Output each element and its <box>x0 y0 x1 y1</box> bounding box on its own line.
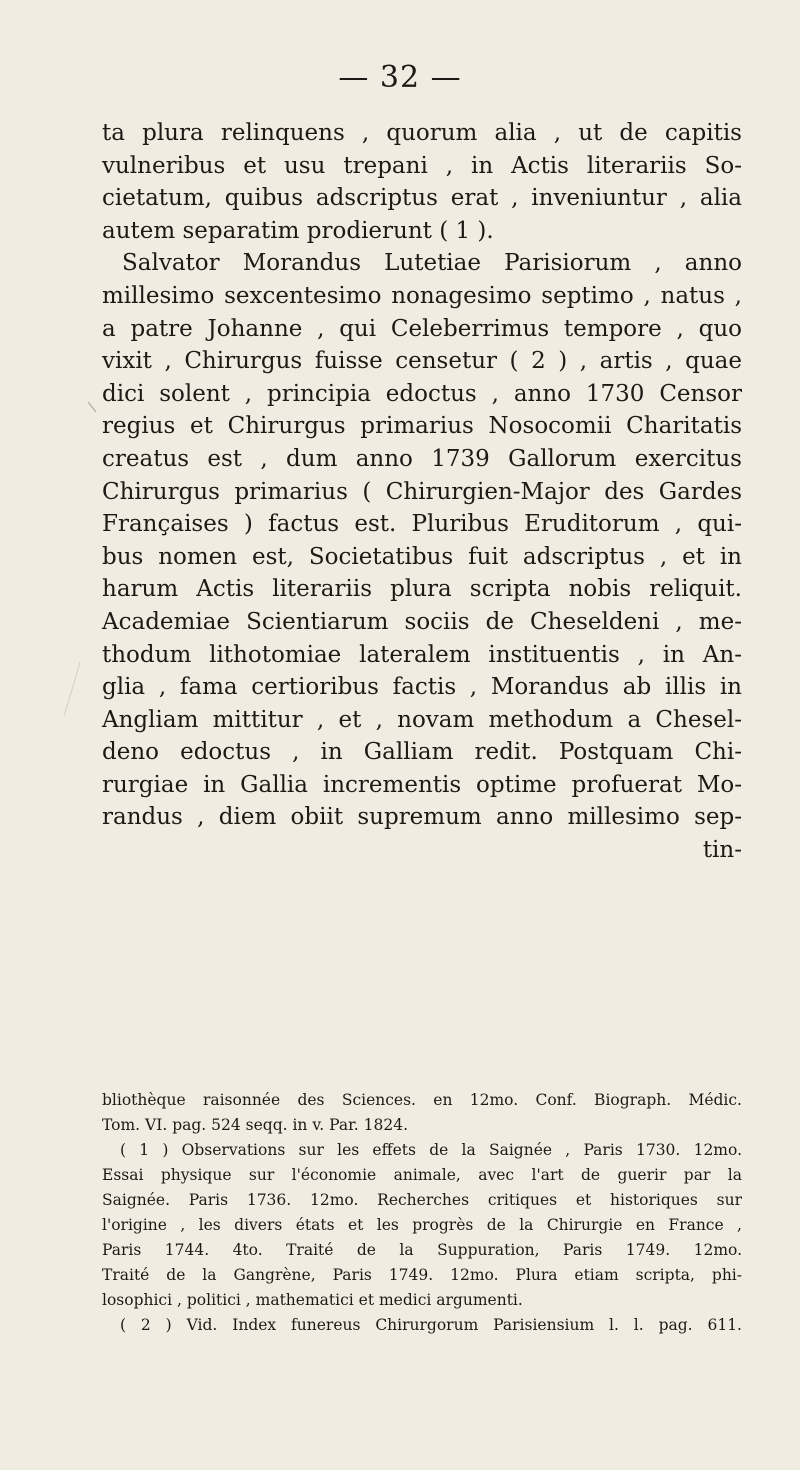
footnote-line: bliothèque raisonnée des Sciences. en 12mo. Conf. Biograph. Médic. <box>102 1091 742 1109</box>
page-number: — 32 — <box>338 60 462 95</box>
text-line: deno edoctus , in Galliam redit. Postquam Chi- <box>102 739 742 766</box>
text-line: cietatum, quibus adscriptus erat , inveniuntur , alia <box>102 185 742 212</box>
footnote-line: Saignée. Paris 1736. 12mo. Recherches critiques et historiques sur <box>102 1191 742 1209</box>
text-line: Academiae Scientiarum sociis de Cheseldeni , me- <box>102 608 742 635</box>
text-line: Angliam mittitur , et , novam methodum a Chesel- <box>102 706 742 733</box>
text-line: rurgiae in Gallia incrementis optime profuerat Mo- <box>102 771 742 798</box>
footnote-line: ( 2 ) Vid. Index funereus Chirurgorum Parisiensium l. l. pag. 611. <box>120 1316 742 1334</box>
text-line: vixit , Chirurgus fuisse censetur ( 2 ) , artis , quae <box>102 348 742 375</box>
footnotes <box>102 1088 742 1338</box>
body-text <box>102 117 742 867</box>
footnote-line: losophici , politici , mathematici et medici argumenti. <box>102 1291 523 1309</box>
text-line: vulneribus et usu trepani , in Actis literariis So- <box>102 152 742 179</box>
text-line: Chirurgus primarius ( Chirurgien-Major des Gardes <box>102 478 742 505</box>
text-line: dici solent , principia edoctus , anno 1730 Censor <box>102 380 742 407</box>
text-line: Françaises ) factus est. Pluribus Eruditorum , qui- <box>102 511 742 538</box>
text-line: thodum lithotomiae lateralem instituentis , in An- <box>102 641 742 668</box>
text-line: Salvator Morandus Lutetiae Parisiorum , anno <box>122 250 742 277</box>
text-line: bus nomen est, Societatibus fuit adscriptus , et in <box>102 543 742 570</box>
footnote-line: ( 1 ) Observations sur les effets de la Saignée , Paris 1730. 12mo. <box>120 1141 742 1159</box>
text-line: regius et Chirurgus primarius Nosocomii Charitatis <box>102 413 742 440</box>
text-line: millesimo sexcentesimo nonagesimo septimo , natus , <box>102 282 742 309</box>
catchword: tin- <box>702 837 742 864</box>
footnote-line: Traité de la Gangrène, Paris 1749. 12mo. Plura etiam scripta, phi- <box>102 1266 742 1284</box>
footnote-line: Paris 1744. 4to. Traité de la Suppuration, Paris 1749. 12mo. <box>102 1241 742 1259</box>
text-line: randus , diem obiit supremum anno millesimo sep- <box>102 804 742 831</box>
footnote-line: Tom. VI. pag. 524 seqq. in v. Par. 1824. <box>102 1116 409 1134</box>
text-line: glia , fama certioribus factis , Morandus ab illis in <box>102 674 742 701</box>
text-line: ta plura relinquens , quorum alia , ut de capitis <box>102 120 742 146</box>
footnote-line: Essai physique sur l'économie animale, avec l'art de guerir par la <box>102 1166 742 1184</box>
text-line: autem separatim prodierunt ( 1 ). <box>102 217 494 244</box>
footnote-line: l'origine , les divers états et les progrès de la Chirurgie en France , <box>102 1216 742 1234</box>
text-line: harum Actis literariis plura scripta nobis reliquit. <box>102 576 742 603</box>
text-line: a patre Johanne , qui Celeberrimus tempore , quo <box>102 315 742 342</box>
text-line: creatus est , dum anno 1739 Gallorum exercitus <box>102 445 742 472</box>
